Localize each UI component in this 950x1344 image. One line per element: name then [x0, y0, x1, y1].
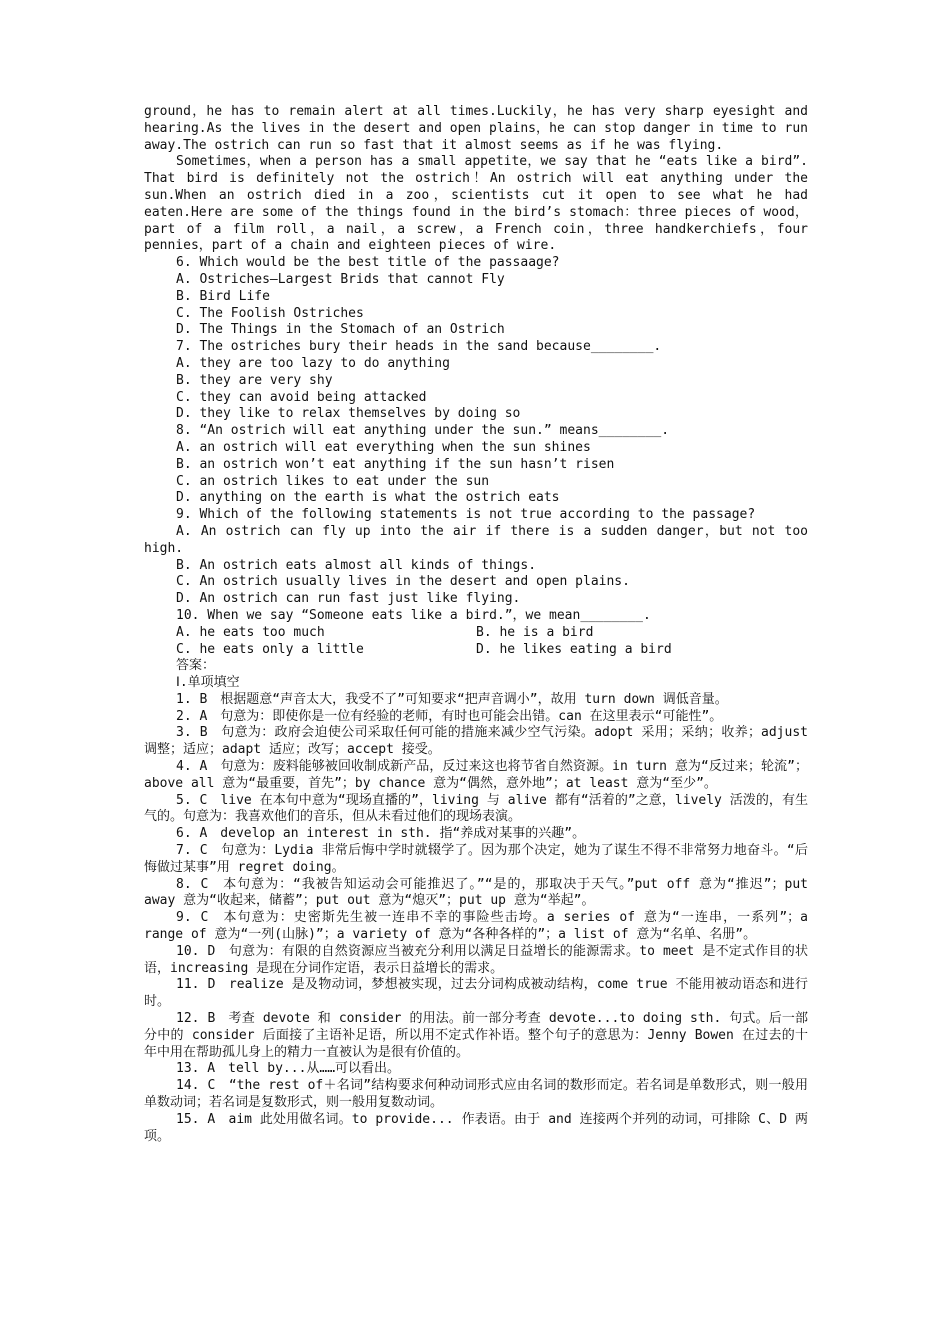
question-text: 8. “An ostrich will eat anything under the sun.” means________. [176, 423, 670, 439]
answer-item: 10. D 句意为：有限的自然资源应当被充分利用以满足日益增长的能源需求。to meet 是不定式作目的状语，increasing 是现在分词作定语，表示日益增长的需求。 [144, 943, 808, 976]
question-7 [144, 339, 808, 423]
answer-list [144, 692, 808, 1146]
option: B. Bird Life [176, 288, 270, 304]
option: B. an ostrich won’t eat anything if the sun hasn’t risen [176, 456, 615, 472]
option: C. An ostrich usually lives in the desert and open plains. [176, 574, 630, 590]
answer-item: 3. B 句意为：政府会迫使公司采取任何可能的措施来减少空气污染。adopt 采用；采纳；收养；adjust 调整；适应；adapt 适应；改写；accept 接受。 [144, 725, 808, 758]
answer-item: 4. A 句意为：废料能够被回收制成新产品，反过来这也将节省自然资源。in turn 意为“反过来；轮流”；above all 意为“最重要，首先”；by chance 意为“偶然，意外地”；at least 意为“至少”。 [144, 759, 808, 791]
option: D. he likes eating a bird [476, 641, 672, 657]
option: B. he is a bird [476, 624, 594, 640]
passage-paragraph: Sometimes，when a person has a small appetite，we say that he “eats like a bird”. That bird is definitely not the ostrich！An ostrich will eat anything under the sun.When an ostrich died in a zoo，scientists cut it open to see what he had eaten.Here are some of the things found in the bird’s stomach：three pieces of wood，part of a film roll，a nail，a screw，a French coin，three handkerchiefs，four pennies，part of a chain and eighteen pieces of wire. [144, 154, 808, 254]
answer-item: 15. A aim 此处用做名词。to provide... 作表语。由于 and 连接两个并列的动词，可排除 C、D 两项。 [144, 1111, 808, 1144]
answer-item: 13. A tell by...从……可以看出。 [176, 1061, 401, 1077]
answer-item: 14. C “the rest of＋名词”结构要求何种动词形式应由名词的数形而定。若名词是单数形式，则一般用单数动词；若名词是复数形式，则一般用复数动词。 [144, 1078, 808, 1111]
question-text: 6. Which would be the best title of the passaage? [176, 255, 560, 271]
option: A. he eats too much [176, 624, 325, 640]
option: D. An ostrich can run fast just like flying. [176, 591, 521, 607]
option-row [144, 642, 808, 659]
answer-item: 5. C live 在本句中意为“现场直播的”，living 与 alive 都有“活着的”之意，lively 活泼的，有生气的。句意为：我喜欢他们的音乐，但从未看过他们的现场表演。 [144, 792, 808, 825]
option: B. An ostrich eats almost all kinds of things. [176, 557, 537, 573]
option-row [144, 625, 808, 642]
answer-item: 11. D realize 是及物动词，梦想被实现，过去分词构成被动结构，come true 不能用被动语态和进行时。 [144, 977, 808, 1010]
question-text: 9. Which of the following statements is not true according to the passage? [176, 507, 756, 523]
option: A. Ostriches—Largest Brids that cannot Fly [176, 271, 505, 287]
option: D. The Things in the Stomach of an Ostrich [176, 322, 505, 338]
question-10 [144, 608, 808, 658]
option: C. The Foolish Ostriches [176, 305, 364, 321]
document-page [144, 104, 808, 1145]
option: D. they like to relax themselves by doing so [176, 406, 521, 422]
answer-item: 1. B 根据题意“声音太大，我受不了”可知要求“把声音调小”，故用 turn down 调低音量。 [176, 691, 728, 707]
answer-item: 2. A 句意为：即使你是一位有经验的老师，有时也可能会出错。can 在这里表示“可能性”。 [176, 708, 723, 724]
question-6 [144, 255, 808, 339]
option: C. he eats only a little [176, 641, 364, 657]
answer-item: 8. C 本句意为：“我被告知运动会可能推迟了。”“是的，那取决于天气。”put off 意为“推迟”；put away 意为“收起来，储蓄”；put out 意为“熄灭”；put up 意为“举起”。 [144, 876, 808, 909]
question-text: 7. The ostriches bury their heads in the sand because________. [176, 339, 662, 355]
option: A. they are too lazy to do anything [176, 355, 450, 371]
answer-item: 12. B 考查 devote 和 consider 的用法。前一部分考查 devote...to doing sth. 句式。后一部分中的 consider 后面接了主语补足语，所以用不定式作补语。整个句子的意思为：Jenny Bowen 在过去的十年中用在帮助孤儿身上的精力一直被认为是很有价值的。 [144, 1011, 808, 1060]
option: B. they are very shy [176, 372, 333, 388]
option: A. an ostrich will eat everything when the sun shines [176, 439, 591, 455]
answers-title: 答案： [176, 658, 216, 674]
option: C. they can avoid being attacked [176, 389, 427, 405]
answer-item: 9. C 本句意为：史密斯先生被一连串不幸的事险些击垮。a series of 意为“一连串，一系列”；a range of 意为“一列(山脉)”；a variety of 意为“各种各样的”；a list of 意为“名单、名册”。 [144, 910, 808, 943]
section-title: Ⅰ.单项填空 [176, 675, 240, 691]
question-9 [144, 507, 808, 608]
question-text: 10. When we say “Someone eats like a bird.”，we mean________. [176, 607, 651, 623]
option: C. an ostrich likes to eat under the sun [176, 473, 490, 489]
answer-item: 7. C 句意为：Lydia 非常后悔中学时就辍学了。因为那个决定，她为了谋生不得不非常努力地奋斗。“后悔做过某事”用 regret doing。 [144, 843, 808, 875]
answer-item: 6. A develop an interest in sth. 指“养成对某事的兴趣”。 [176, 826, 586, 842]
passage-paragraph: ground，he has to remain alert at all times.Luckily，he has very sharp eyesight and hearing.As the lives in the desert and open plains，he can stop danger in time to run away.The ostrich can run so fast that it almost seems as if he was flying. [144, 104, 808, 153]
option: A. An ostrich can fly up into the air if there is a sudden danger，but not too high. [144, 523, 808, 556]
option: D. anything on the earth is what the ostrich eats [176, 490, 560, 506]
question-8 [144, 423, 808, 507]
